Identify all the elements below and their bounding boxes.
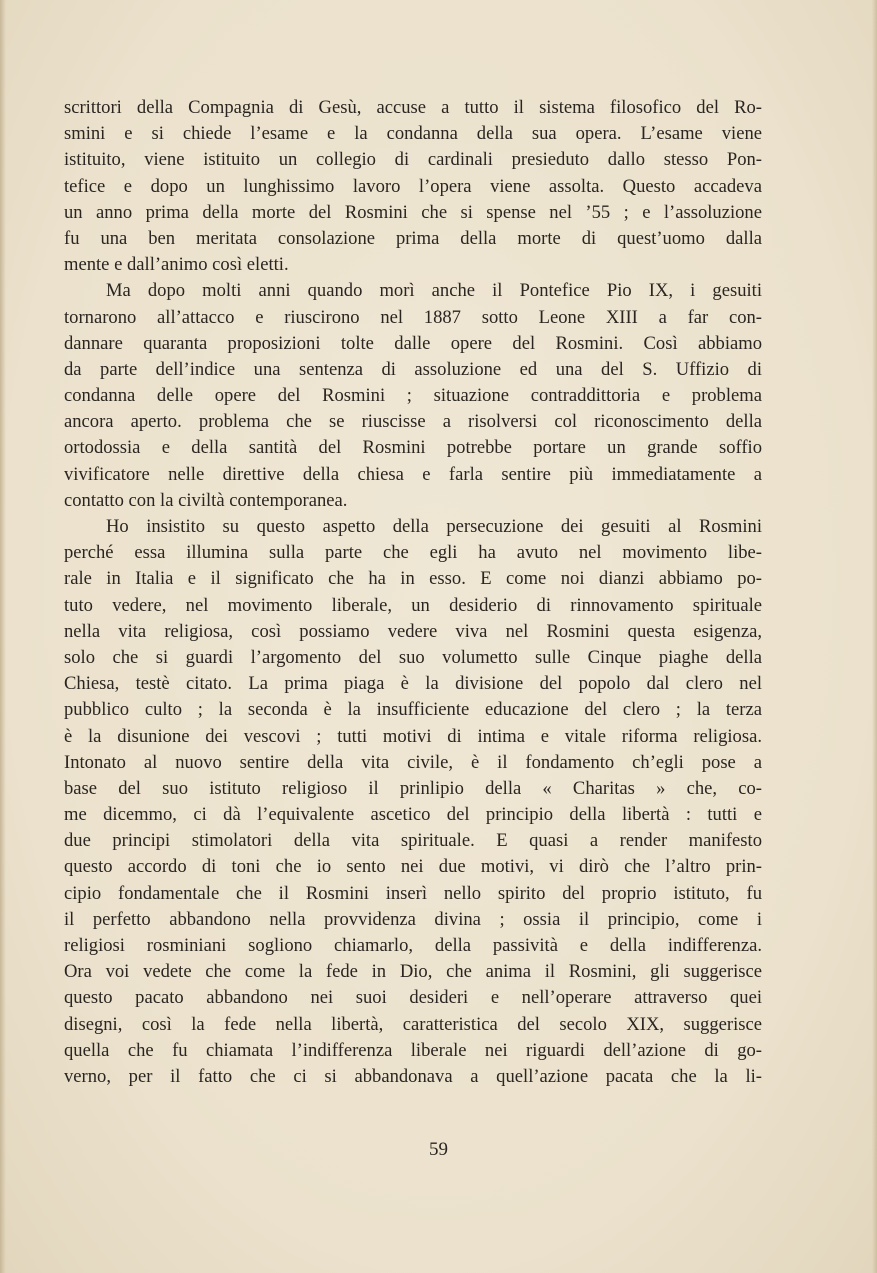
paragraph-2	[64, 278, 762, 514]
text-line: Ma dopo molti anni quando morì anche il Pontefice Pio IX, i gesuiti	[106, 280, 762, 302]
text-line: tuto vedere, nel movimento liberale, un desiderio di rinnovamento spirituale	[64, 594, 762, 616]
text-line: tefice e dopo un lunghissimo lavoro l’opera viene assolta. Questo accadeva	[64, 175, 762, 197]
text-line: condanna delle opere del Rosmini ; situazione contraddittoria e problema	[64, 385, 762, 407]
text-line: cipio fondamentale che il Rosmini inserì nello spirito del proprio istituto, fu	[64, 882, 762, 904]
text-line: mente e dall’animo così eletti.	[64, 254, 289, 276]
page-number: 59	[429, 1139, 448, 1160]
text-line: da parte dell’indice una sentenza di assoluzione ed una del S. Uffizio di	[64, 358, 762, 380]
text-line: fu una ben meritata consolazione prima della morte di quest’uomo dalla	[64, 227, 762, 249]
text-line: quella che fu chiamata l’indifferenza liberale nei riguardi dell’azione di go-	[64, 1039, 762, 1061]
text-line: disegni, così la fede nella libertà, caratteristica del secolo XIX, suggerisce	[64, 1013, 762, 1035]
text-line: questo accordo di toni che io sento nei due motivi, vi dirò che l’altro prin-	[64, 856, 762, 878]
text-line: nella vita religiosa, così possiamo vedere viva nel Rosmini questa esigenza,	[64, 620, 762, 642]
text-line: questo pacato abbandono nei suoi desideri e nell’operare attraverso quei	[64, 987, 762, 1009]
body-text	[64, 95, 762, 1090]
text-line: solo che si guardi l’argomento del suo volumetto sulle Cinque piaghe della	[64, 646, 762, 668]
text-line: Intonato al nuovo sentire della vita civile, è il fondamento ch’egli pose a	[64, 751, 762, 773]
page-edge-right	[872, 0, 877, 1273]
text-line: base del suo istituto religioso il prinlipio della « Charitas » che, co-	[64, 777, 762, 799]
page-edge-left	[0, 0, 6, 1273]
text-line: ortodossia e della santità del Rosmini potrebbe portare un grande soffio	[64, 437, 762, 459]
text-line: Ora voi vedete che come la fede in Dio, che anima il Rosmini, gli suggerisce	[64, 961, 762, 983]
text-line: il perfetto abbandono nella provvidenza divina ; ossia il principio, come i	[64, 908, 762, 930]
text-line: due principi stimolatori della vita spirituale. E quasi a render manifesto	[64, 830, 762, 852]
text-line: ancora aperto. problema che se riuscisse a risolversi col riconoscimento della	[64, 411, 762, 433]
text-line: pubblico culto ; la seconda è la insufficiente educazione del clero ; la terza	[64, 699, 762, 721]
text-line: un anno prima della morte del Rosmini che si spense nel ’55 ; e l’assoluzione	[64, 201, 762, 223]
text-line: perché essa illumina sulla parte che egli ha avuto nel movimento libe-	[64, 542, 762, 564]
text-line: rale in Italia e il significato che ha in esso. E come noi dianzi abbiamo po-	[64, 568, 762, 590]
text-line: vivificatore nelle direttive della chiesa e farla sentire più immediatamente a	[64, 463, 762, 485]
paragraph-1	[64, 95, 762, 278]
paragraph-3	[64, 514, 762, 1090]
text-line: contatto con la civiltà contemporanea.	[64, 489, 348, 511]
text-line: scrittori della Compagnia di Gesù, accuse a tutto il sistema filosofico del Ro-	[64, 97, 762, 118]
text-line: Ho insistito su questo aspetto della persecuzione dei gesuiti al Rosmini	[106, 516, 762, 537]
text-line: istituito, viene istituito un collegio di cardinali presieduto dallo stesso Pon-	[64, 149, 762, 171]
text-line: dannare quaranta proposizioni tolte dalle opere del Rosmini. Così abbiamo	[64, 332, 762, 354]
text-line: smini e si chiede l’esame e la condanna della sua opera. L’esame viene	[64, 123, 762, 145]
text-line: è la disunione dei vescovi ; tutti motivi di intima e vitale riforma religiosa.	[64, 725, 762, 747]
text-line: me dicemmo, ci dà l’equivalente ascetico del principio della libertà : tutti e	[64, 804, 762, 826]
text-line: Chiesa, testè citato. La prima piaga è la divisione del popolo dal clero nel	[64, 673, 762, 695]
text-line: religiosi rosminiani sogliono chiamarlo, della passività e della indifferenza.	[64, 935, 762, 956]
text-line: tornarono all’attacco e riuscirono nel 1887 sotto Leone XIII a far con-	[64, 306, 762, 328]
text-line: verno, per il fatto che ci si abbandonava a quell’azione pacata che la li-	[64, 1065, 762, 1087]
